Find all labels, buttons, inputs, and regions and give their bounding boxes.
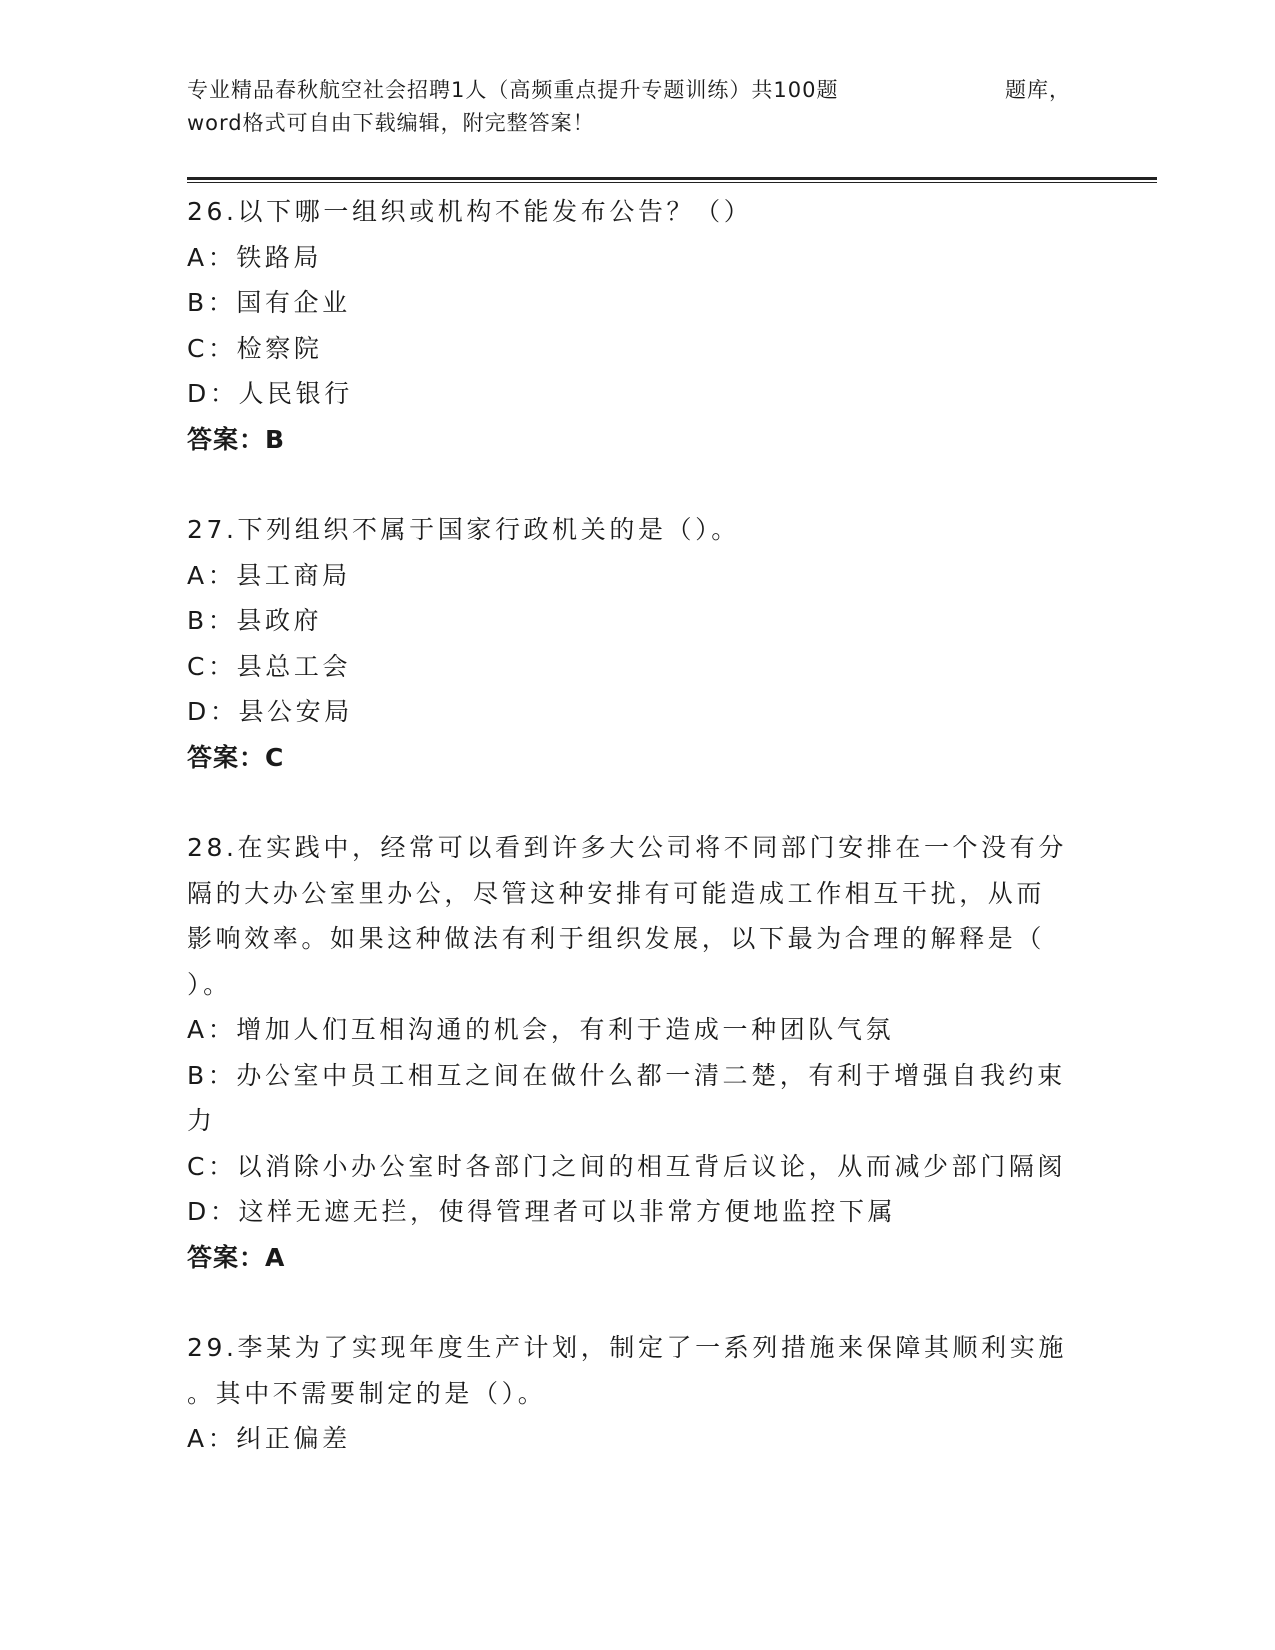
- header-title: 专业精品春秋航空社会招聘1人（高频重点提升专题训练）共100题: [187, 78, 839, 102]
- option-b: B：办公室中员工相互之间在做什么都一清二楚，有利于增强自我约束: [187, 1060, 1066, 1090]
- header-divider-thick: [187, 177, 1157, 180]
- option-a: A：纠正偏差: [187, 1424, 351, 1453]
- header-line-1: [187, 74, 1071, 107]
- answer-line: 答案：B: [187, 424, 286, 454]
- question-29: [187, 1325, 1067, 1462]
- option-c: C：县总工会: [187, 651, 352, 681]
- question-stem: 27.下列组织不属于国家行政机关的是（）。: [187, 515, 740, 544]
- header-title-suffix: 题库，: [1005, 78, 1071, 102]
- question-stem-line-2: 。其中不需要制定的是（）。: [187, 1378, 547, 1408]
- question-stem-line-2: 隔的大办公室里办公，尽管这种安排有可能造成工作相互干扰，从而: [187, 878, 1046, 908]
- option-d: D：县公安局: [187, 697, 353, 726]
- question-stem-line-1: 29.李某为了实现年度生产计划，制定了一系列措施来保障其顺利实施: [187, 1333, 1067, 1362]
- question-stem-line-3: 影响效率。如果这种做法有利于组织发展，以下最为合理的解释是（: [187, 924, 1046, 953]
- option-d: D：人民银行: [187, 379, 353, 408]
- question-27: [187, 507, 1067, 780]
- option-c: C：以消除小办公室时各部门之间的相互背后议论，从而减少部门隔阂: [187, 1151, 1067, 1181]
- header-subtitle: word格式可自由下载编辑，附完整答案！: [187, 111, 595, 135]
- option-b-continued: 力: [187, 1106, 216, 1135]
- answer-line: 答案：C: [187, 742, 285, 772]
- option-c: C：检察院: [187, 333, 323, 363]
- question-list: [187, 189, 1067, 1507]
- page-header: [187, 74, 1071, 140]
- header-divider-thin: [187, 182, 1157, 183]
- option-b: B：国有企业: [187, 288, 351, 317]
- answer-line: 答案：A: [187, 1242, 286, 1272]
- option-a: A：县工商局: [187, 560, 351, 590]
- question-stem-line-1: 28.在实践中，经常可以看到许多大公司将不同部门安排在一个没有分: [187, 833, 1067, 862]
- question-stem: 26.以下哪一组织或机构不能发布公告？（）: [187, 197, 753, 226]
- option-b: B：县政府: [187, 606, 323, 635]
- question-26: [187, 189, 1067, 462]
- option-a: A：增加人们互相沟通的机会，有利于造成一种团队气氛: [187, 1015, 895, 1044]
- option-d: D：这样无遮无拦，使得管理者可以非常方便地监控下属: [187, 1197, 897, 1226]
- question-28: [187, 825, 1067, 1280]
- option-a: A：铁路局: [187, 242, 323, 272]
- question-stem-line-4: ）。: [187, 969, 232, 999]
